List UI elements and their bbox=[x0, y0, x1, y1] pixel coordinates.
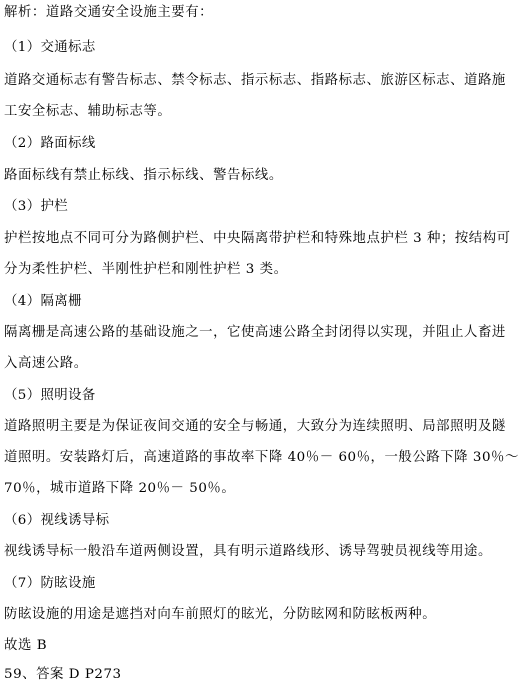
paragraph-line: 道照明。安装路灯后，高速道路的事故率下降 40％－ 60％，一般公路下降 30％～ bbox=[4, 450, 519, 465]
paragraph-line: 分为柔性护栏、半刚性护栏和刚性护栏 3 类。 bbox=[4, 262, 288, 277]
paragraph-line: 隔离栅是高速公路的基础设施之一，它使高速公路全封闭得以实现，并阻止人畜进 bbox=[4, 325, 506, 340]
section-heading-road-markings: （2）路面标线 bbox=[4, 136, 96, 151]
paragraph-line: 道路交通标志有警告标志、禁令标志、指示标志、指路标志、旅游区标志、道路施 bbox=[4, 73, 506, 88]
paragraph-line: 路面标线有禁止标线、指示标线、警告标线。 bbox=[4, 168, 283, 183]
paragraph-line: 工安全标志、辅助标志等。 bbox=[4, 104, 172, 119]
section-heading-traffic-signs: （1）交通标志 bbox=[4, 40, 96, 55]
paragraph-line: 视线诱导标一般沿车道两侧设置，具有明示道路线形、诱导驾驶员视线等用途。 bbox=[4, 544, 492, 559]
next-answer-line: 59、答案 D P273 bbox=[4, 667, 122, 682]
paragraph-line: 防眩设施的用途是遮挡对向车前照灯的眩光，分防眩网和防眩板两种。 bbox=[4, 607, 437, 622]
paragraph-line: 入高速公路。 bbox=[4, 356, 88, 371]
conclusion-line: 故选 B bbox=[4, 638, 48, 653]
section-heading-lighting: （5）照明设备 bbox=[4, 388, 96, 403]
paragraph-line: 道路照明主要是为保证夜间交通的安全与畅通，大致分为连续照明、局部照明及隧 bbox=[4, 419, 506, 434]
paragraph-line: 护栏按地点不同可分为路侧护栏、中央隔离带护栏和特殊地点护栏 3 种；按结构可 bbox=[4, 231, 511, 246]
analysis-intro: 解析：道路交通安全设施主要有： bbox=[4, 5, 214, 20]
section-heading-guardrails: （3）护栏 bbox=[4, 199, 69, 214]
section-heading-fence: （4）隔离栅 bbox=[4, 294, 82, 309]
paragraph-line: 70％，城市道路下降 20％－ 50％。 bbox=[4, 481, 236, 496]
section-heading-delineators: （6）视线诱导标 bbox=[4, 513, 110, 528]
section-heading-anti-glare: （7）防眩设施 bbox=[4, 576, 96, 591]
